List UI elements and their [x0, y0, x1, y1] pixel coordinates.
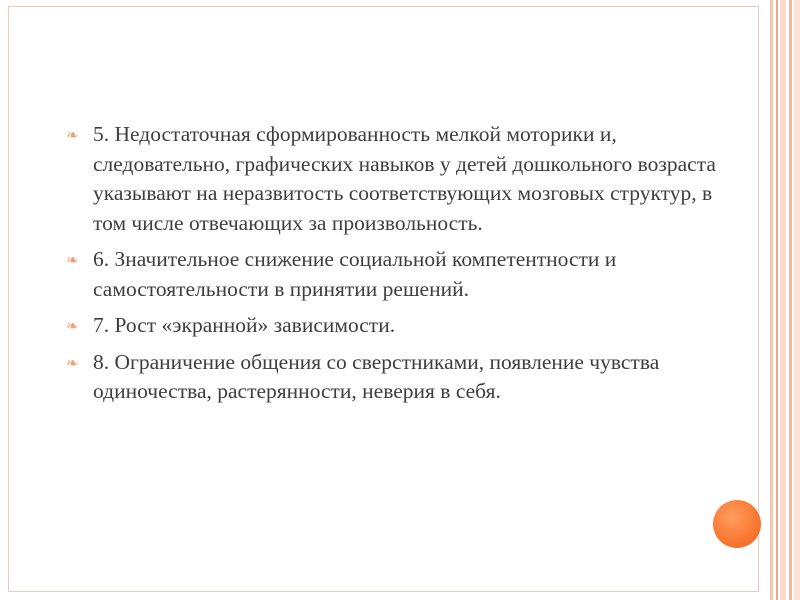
stripe	[789, 0, 792, 600]
stripe	[780, 0, 786, 600]
list-item	[66, 348, 746, 407]
list-item	[66, 311, 746, 341]
stripe	[776, 0, 778, 600]
stripe	[770, 0, 773, 600]
list-item-text: 7. Рост «экранной» зависимости.	[93, 313, 396, 337]
fleuron-bullet-icon: ❧	[66, 128, 79, 144]
list-item-text: 5. Недостаточная сформированность мелкой моторики и, следовательно, графических навыков у детей дошкольного возраста указывают на неразвитость соответствующих мозговых структур, в том числе отвечающих за произвольность.	[93, 122, 716, 235]
list-item-text: 8. Ограничение общения со сверстниками, появление чувства одиночества, растерянности, неверия в себя.	[93, 349, 660, 403]
list-item	[66, 120, 746, 238]
decorative-circle	[713, 500, 761, 548]
list-item-text: 6. Значительное снижение социальной компетентности и самостоятельности в принятии решений.	[93, 247, 617, 301]
fleuron-bullet-icon: ❧	[66, 319, 79, 335]
fleuron-bullet-icon: ❧	[66, 253, 79, 269]
stripe	[794, 0, 800, 600]
decorative-stripes	[760, 0, 800, 600]
list-item	[66, 245, 746, 304]
fleuron-bullet-icon: ❧	[66, 355, 79, 372]
bullet-list	[66, 120, 746, 414]
